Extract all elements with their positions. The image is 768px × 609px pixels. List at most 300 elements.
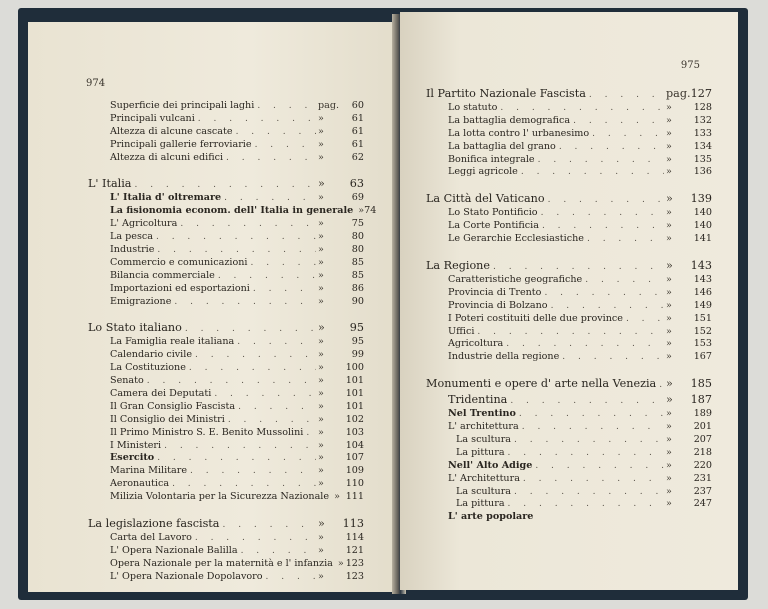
entry-title: La battaglia demografica	[448, 114, 571, 126]
entry-page-number: 109	[345, 465, 364, 477]
leader-dots	[521, 166, 664, 179]
leader-dots	[157, 244, 316, 257]
entry-title: Leggi agricole	[448, 166, 518, 178]
page-prefix: »	[318, 400, 324, 412]
leader-dots	[157, 452, 316, 465]
entry-page-number: 95	[351, 336, 364, 348]
entry-page-number: 100	[345, 362, 364, 374]
entry-title: Altezza di alcuni edifici	[110, 151, 224, 163]
page-prefix: »	[666, 408, 672, 420]
entry-title: Lo Stato italiano	[88, 321, 182, 335]
toc-entry	[426, 233, 712, 246]
entry-title: I Ministeri	[110, 439, 162, 451]
entry-page-number: 152	[693, 325, 712, 337]
leader-dots	[514, 434, 664, 447]
leader-dots	[180, 218, 316, 231]
entry-title: Lo Stato Pontificio	[448, 207, 538, 219]
entry-page-number: 247	[693, 498, 712, 510]
entry-page-number: 114	[345, 532, 364, 544]
toc-entry	[88, 270, 364, 283]
entry-page-number: 207	[693, 434, 712, 446]
entry-title: Principali gallerie ferroviarie	[110, 138, 252, 150]
entry-page-number: 113	[342, 517, 364, 531]
page-prefix: »	[666, 434, 672, 446]
entry-page-number: 187	[690, 393, 712, 407]
entry-page-number: 143	[693, 274, 712, 286]
toc-entry	[88, 478, 364, 491]
entry-page-number: 99	[351, 349, 364, 361]
page-prefix: »	[318, 282, 324, 294]
entry-page-number: 132	[693, 114, 712, 126]
entry-page-number: 101	[345, 388, 364, 400]
entry-page-number: 101	[345, 400, 364, 412]
entry-title: L' Opera Nazionale Balilla	[110, 544, 238, 556]
leader-dots	[147, 375, 316, 388]
table-of-contents	[88, 100, 377, 584]
page-prefix: »	[318, 256, 324, 268]
entry-title: Esercito	[110, 452, 155, 464]
leader-dots	[156, 231, 316, 244]
entry-title: La scultura	[456, 485, 512, 497]
entry-page-number: 110	[345, 478, 364, 490]
leader-dots	[559, 141, 664, 154]
toc-entry	[426, 447, 712, 460]
toc-entry	[88, 349, 364, 362]
page-prefix: »	[666, 421, 672, 433]
entry-title: La Regione	[426, 259, 491, 273]
entry-title: L' Italia d' oltremare	[110, 192, 222, 204]
page-prefix: »	[318, 321, 325, 335]
entry-page-number: 107	[345, 452, 364, 464]
leader-dots	[541, 207, 664, 220]
leader-dots	[542, 220, 664, 233]
leader-dots	[174, 296, 316, 309]
toc-entry	[426, 128, 712, 141]
page-prefix: »	[318, 388, 324, 400]
leader-dots	[164, 440, 316, 453]
entry-title: Le Gerarchie Ecclesiastiche	[448, 233, 584, 245]
entry-title: La legislazione fascista	[88, 517, 220, 531]
entry-title: La Costituzione	[110, 362, 186, 374]
entry-page-number: 75	[351, 218, 364, 230]
toc-heading	[426, 392, 712, 408]
entry-title: Il Gran Consiglio Fascista	[110, 400, 236, 412]
entry-title: Superficie dei principali laghi	[110, 100, 255, 111]
toc-entry	[88, 205, 377, 218]
page-prefix: »	[318, 125, 324, 137]
page-prefix: »	[666, 286, 672, 298]
entry-title: La fisionomia econom. dell' Italia in generale	[110, 205, 354, 217]
entry-title: La Città del Vaticano	[426, 192, 545, 206]
toc-entry	[426, 313, 712, 326]
toc-entry	[426, 338, 712, 351]
toc-entry	[426, 102, 712, 115]
entry-page-number: 102	[345, 413, 364, 425]
leader-dots	[214, 388, 316, 401]
leader-dots	[195, 532, 316, 545]
page-prefix: »	[318, 231, 324, 243]
toc-entry	[88, 113, 364, 126]
toc-entry	[88, 218, 364, 231]
entry-title: L' Italia	[88, 177, 132, 191]
leader-dots	[224, 192, 316, 205]
entry-page-number: 128	[693, 102, 712, 113]
leader-dots	[190, 465, 316, 478]
entry-page-number: 127	[690, 87, 712, 100]
toc-heading	[88, 320, 364, 336]
page-prefix: »	[358, 205, 365, 217]
toc-entry	[88, 440, 364, 453]
page-prefix: »	[666, 207, 672, 219]
toc-entry	[88, 231, 364, 244]
leader-dots	[500, 102, 664, 115]
leader-dots	[477, 326, 664, 339]
page-prefix: »	[337, 557, 344, 569]
toc-entry	[88, 257, 364, 270]
entry-title: Importazioni ed esportazioni	[110, 282, 250, 294]
entry-title: Uffici	[448, 325, 475, 337]
entry-page-number: 123	[345, 570, 364, 582]
toc-heading	[426, 86, 712, 102]
leader-dots	[522, 421, 664, 434]
toc-entry	[88, 491, 364, 504]
page-prefix: »	[666, 127, 672, 139]
entry-page-number: 151	[693, 312, 712, 324]
entry-page-number: 69	[351, 192, 364, 204]
entry-page-number: 237	[693, 485, 712, 497]
entry-page-number: 74	[364, 205, 377, 217]
entry-title: L' arte popolare	[448, 511, 534, 523]
toc-entry	[88, 545, 364, 558]
left-page	[28, 22, 398, 592]
entry-title: L' Architettura	[448, 472, 520, 484]
leader-dots	[236, 126, 316, 139]
entry-page-number: 149	[693, 299, 712, 311]
entry-title: Senato	[110, 375, 144, 387]
page-prefix: »	[666, 498, 672, 510]
entry-page-number: 60	[351, 100, 364, 111]
leader-dots	[562, 351, 664, 364]
leader-dots	[535, 460, 664, 473]
toc-entry	[88, 192, 364, 205]
entry-title: La Famiglia reale italiana	[110, 336, 235, 348]
page-prefix: »	[318, 544, 324, 556]
entry-page-number: 167	[693, 351, 712, 363]
toc-entry	[88, 139, 364, 152]
entry-title: Bilancia commerciale	[110, 269, 215, 281]
leader-dots	[493, 259, 664, 275]
leader-dots	[538, 154, 664, 167]
entry-title: Altezza di alcune cascate	[110, 125, 233, 137]
entry-page-number: 189	[693, 408, 712, 420]
leader-dots	[514, 486, 664, 499]
entry-page-number: 103	[345, 426, 364, 438]
leader-dots	[510, 393, 664, 409]
page-prefix: »	[666, 220, 672, 232]
page-prefix: »	[334, 491, 340, 503]
toc-heading	[426, 191, 712, 207]
leader-dots	[573, 115, 664, 128]
leader-dots	[228, 414, 316, 427]
page-prefix: »	[318, 478, 324, 490]
page-prefix: »	[666, 114, 672, 126]
toc-entry	[88, 100, 364, 113]
entry-title: Bonifica integrale	[448, 153, 535, 165]
toc-entry	[426, 421, 712, 434]
toc-entry	[88, 296, 364, 309]
toc-entry	[88, 465, 364, 478]
entry-title: L' Opera Nazionale Dopolavoro	[110, 570, 263, 582]
leader-dots	[250, 257, 316, 270]
page-prefix: »	[666, 274, 672, 286]
page-prefix: »	[666, 485, 672, 497]
leader-dots	[172, 478, 316, 491]
entry-page-number: 143	[690, 259, 712, 273]
toc-entry	[88, 388, 364, 401]
entry-title: Tridentina	[448, 393, 508, 407]
entry-title: Monumenti e opere d' arte nella Venezia	[426, 377, 657, 391]
page-prefix: »	[666, 325, 672, 337]
leader-dots	[585, 274, 664, 287]
entry-title: L' architettura	[448, 421, 519, 433]
leader-dots	[508, 498, 664, 511]
page-prefix: »	[318, 452, 324, 464]
entry-page-number: 140	[693, 220, 712, 232]
leader-dots	[238, 401, 316, 414]
leader-dots	[255, 139, 316, 152]
page-prefix: »	[666, 259, 673, 273]
entry-page-number: 140	[693, 207, 712, 219]
page-prefix: »	[318, 517, 325, 531]
page-prefix: »	[666, 377, 673, 391]
entry-page-number: 80	[351, 244, 364, 256]
toc-entry	[88, 126, 364, 139]
entry-title: Nell' Alto Adige	[448, 459, 533, 471]
page-prefix: »	[318, 218, 324, 230]
leader-dots	[134, 177, 316, 193]
entry-title: La lotta contro l' urbanesimo	[448, 127, 590, 139]
page-prefix: pag.	[318, 100, 340, 111]
entry-page-number: 136	[693, 166, 712, 178]
toc-heading	[88, 516, 364, 532]
entry-title: Il Consiglio dei Ministri	[110, 413, 225, 425]
toc-entry	[426, 473, 712, 486]
toc-entry	[426, 141, 712, 154]
toc-entry	[426, 300, 712, 313]
entry-page-number: 139	[690, 192, 712, 206]
entry-title: Calendario civile	[110, 349, 193, 361]
toc-heading	[426, 376, 712, 392]
toc-entry	[426, 434, 712, 447]
leader-dots	[592, 128, 664, 141]
entry-page-number: 231	[693, 472, 712, 484]
toc-entry	[426, 511, 712, 524]
entry-page-number: 146	[693, 286, 712, 298]
leader-dots	[506, 338, 664, 351]
leader-dots	[257, 100, 316, 113]
page-prefix: »	[666, 393, 673, 407]
leader-dots	[551, 300, 664, 313]
page-prefix: »	[666, 351, 672, 363]
toc-entry	[88, 532, 364, 545]
page-prefix: »	[666, 472, 672, 484]
entry-page-number: 62	[351, 151, 364, 163]
leader-dots	[587, 233, 664, 246]
page-prefix: »	[318, 177, 325, 191]
page-prefix: »	[318, 244, 324, 256]
entry-page-number: 80	[351, 231, 364, 243]
page-prefix: »	[318, 375, 324, 387]
leader-dots	[523, 473, 664, 486]
toc-entry	[426, 287, 712, 300]
entry-page-number: 63	[349, 177, 364, 191]
entry-title: Commercio e comunicazioni	[110, 256, 248, 268]
toc-entry	[426, 351, 712, 364]
toc-entry	[88, 571, 364, 584]
page-prefix: »	[318, 413, 324, 425]
leader-dots	[237, 336, 316, 349]
entry-title: Opera Nazionale per la maternità e l' infanzia	[110, 557, 333, 569]
entry-title: La battaglia del grano	[448, 140, 556, 152]
page-prefix: »	[318, 295, 324, 307]
entry-page-number: 86	[351, 282, 364, 294]
page-prefix: »	[318, 570, 324, 582]
page-prefix: »	[318, 439, 324, 451]
toc-entry	[88, 414, 364, 427]
toc-entry	[426, 460, 712, 473]
toc-entry	[88, 152, 364, 165]
entry-title: Provincia di Bolzano	[448, 299, 548, 311]
entry-title: La Corte Pontificia	[448, 220, 539, 232]
entry-title: Camera dei Deputati	[110, 388, 212, 400]
leader-dots	[266, 571, 316, 584]
leader-dots	[226, 152, 316, 165]
leader-dots	[589, 87, 664, 103]
toc-entry	[426, 408, 712, 421]
toc-entry	[426, 274, 712, 287]
page-prefix: »	[318, 465, 324, 477]
leader-dots	[626, 313, 664, 326]
entry-title: Emigrazione	[110, 295, 172, 307]
page-prefix: »	[666, 192, 673, 206]
entry-page-number: 111	[345, 491, 364, 503]
leader-dots	[195, 349, 316, 362]
entry-title: Caratteristiche geografiche	[448, 274, 583, 286]
page-prefix: »	[666, 140, 672, 152]
entry-title: Industrie	[110, 244, 155, 256]
leader-dots	[189, 362, 316, 375]
page-prefix: »	[666, 338, 672, 350]
entry-page-number: 201	[693, 421, 712, 433]
entry-page-number: 153	[693, 338, 712, 350]
page-prefix: »	[666, 312, 672, 324]
leader-dots	[306, 427, 316, 440]
leader-dots	[241, 545, 316, 558]
entry-title: Provincia di Trento	[448, 286, 542, 298]
entry-page-number: 220	[693, 459, 712, 471]
entry-title: Nel Trentino	[448, 408, 516, 420]
toc-entry	[426, 486, 712, 499]
entry-page-number: 133	[693, 127, 712, 139]
entry-page-number: 61	[351, 138, 364, 150]
toc-entry	[88, 362, 364, 375]
page-prefix: »	[318, 336, 324, 348]
toc-entry	[426, 115, 712, 128]
entry-title: La scultura	[456, 434, 512, 446]
entry-page-number: 134	[693, 140, 712, 152]
entry-page-number: 61	[351, 125, 364, 137]
entry-page-number: 123	[345, 557, 364, 569]
page-prefix: »	[318, 151, 324, 163]
entry-title: La pittura	[456, 498, 505, 510]
right-page	[400, 12, 738, 590]
leader-dots	[519, 408, 664, 421]
entry-page-number: 85	[351, 256, 364, 268]
entry-title: I Poteri costituiti delle due province	[448, 312, 623, 324]
toc-entry	[88, 558, 364, 571]
page-prefix: »	[666, 166, 672, 178]
toc-entry	[88, 283, 364, 296]
leader-dots	[198, 113, 316, 126]
page-prefix: »	[318, 532, 324, 544]
leader-dots	[253, 283, 316, 296]
toc-entry	[88, 401, 364, 414]
leader-dots	[185, 321, 316, 337]
entry-page-number: 90	[351, 295, 364, 307]
entry-title: Marina Militare	[110, 465, 188, 477]
entry-title: Lo statuto	[448, 102, 498, 113]
page-prefix: »	[666, 153, 672, 165]
entry-page-number: 85	[351, 269, 364, 281]
leader-dots	[222, 517, 316, 533]
entry-title: Il Partito Nazionale Fascista	[426, 87, 586, 100]
toc-entry	[426, 326, 712, 339]
entry-page-number: 121	[345, 544, 364, 556]
entry-title: Principali vulcani	[110, 112, 195, 124]
leader-dots	[508, 447, 664, 460]
toc-entry	[426, 166, 712, 179]
page-prefix: »	[666, 446, 672, 458]
toc-heading	[88, 176, 364, 192]
entry-title: Milizia Volontaria per la Sicurezza Nazionale	[110, 491, 330, 503]
toc-entry	[88, 375, 364, 388]
entry-title: Carta del Lavoro	[110, 532, 192, 544]
page-prefix: »	[666, 459, 672, 471]
toc-entry	[426, 220, 712, 233]
page-prefix: »	[318, 349, 324, 361]
toc-entry	[88, 427, 364, 440]
entry-page-number: 95	[349, 321, 364, 335]
entry-page-number: 141	[693, 233, 712, 245]
toc-entry	[88, 336, 364, 349]
leader-dots	[548, 192, 664, 208]
entry-title: La pittura	[456, 446, 505, 458]
page-prefix: »	[318, 362, 324, 374]
page-prefix: »	[318, 112, 324, 124]
entry-title: Industrie della regione	[448, 351, 560, 363]
page-prefix: »	[666, 233, 672, 245]
page-prefix: »	[318, 138, 324, 150]
entry-page-number: 218	[693, 446, 712, 458]
page-prefix: »	[666, 299, 672, 311]
entry-page-number: 101	[345, 375, 364, 387]
entry-title: Aeronautica	[110, 478, 170, 490]
entry-title: L' Agricoltura	[110, 218, 178, 230]
leader-dots	[544, 287, 664, 300]
toc-entry	[426, 498, 712, 511]
toc-heading	[426, 258, 712, 274]
toc-entry	[426, 207, 712, 220]
